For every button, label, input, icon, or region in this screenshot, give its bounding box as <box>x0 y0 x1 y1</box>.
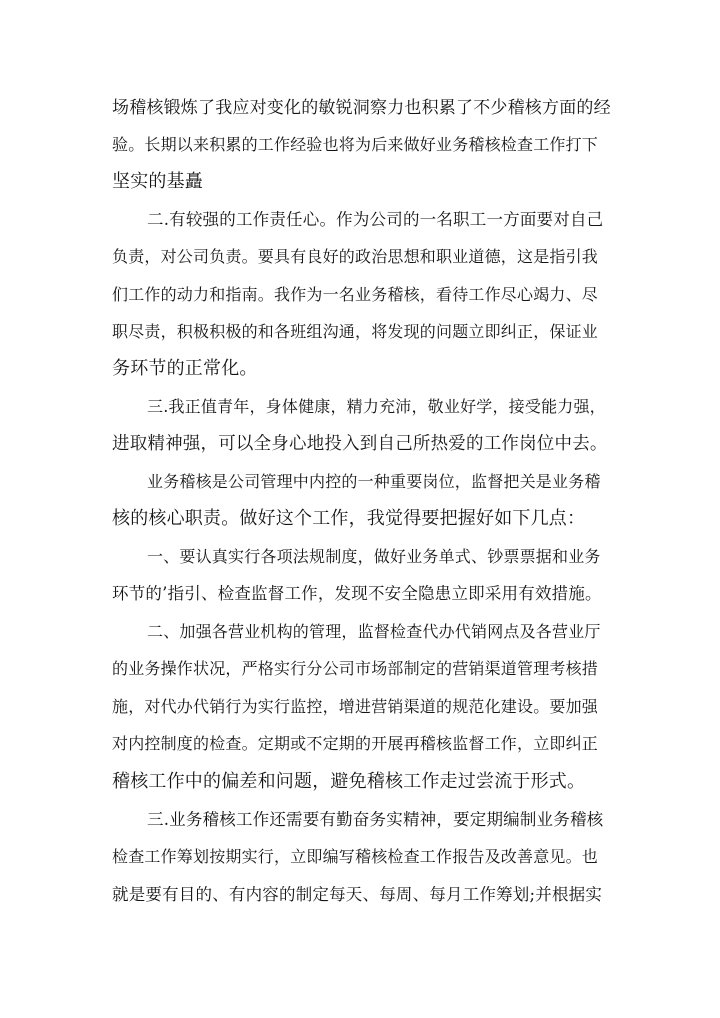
paragraph-3-line-2: 进取精神强，可以全身心地投入到自己所热爱的工作岗位中去。 <box>112 434 608 454</box>
paragraph-7-line-1: 三.业务稽核工作还需要有勤奋务实精神，要定期编制业务稽核 <box>147 810 604 829</box>
paragraph-7-line-3: 就是要有目的、有内容的制定每天、每周、每月工作筹划;并根据实 <box>112 885 603 904</box>
paragraph-2-line-3: 们工作的动力和指南。我作为一名业务稽核，看待工作尽心竭力、尽 <box>112 285 599 304</box>
paragraph-6-line-3: 施，对代办代销行为实行监控，增进营销渠道的规范化建设。要加强 <box>112 697 599 716</box>
paragraph-3-line-1: 三.我正值青年，身体健康，精力充沛，敬业好学，接受能力强， <box>147 397 606 416</box>
paragraph-2-line-5: 务环节的正常化。 <box>112 358 258 379</box>
paragraph-6-line-1: 二、加强各营业机构的管理，监督检查代办代销网点及各营业厅 <box>147 622 601 641</box>
paragraph-4-line-1: 业务稽核是公司管理中内控的一种重要岗位，监督把关是业务稽 <box>147 472 601 491</box>
paragraph-6-line-4: 对内控制度的检查。定期或不定期的开展再稽核监督工作，立即纠正 <box>112 734 599 753</box>
paragraph-2-line-4: 职尽责，积极积极的和各班组沟通，将发现的问题立即纠正，保证业 <box>112 322 599 341</box>
paragraph-1-line-2: 验。长期以来积累的工作经验也将为后来做好业务稽核检查工作打下 <box>112 135 599 154</box>
paragraph-2-line-2: 负责，对公司负责。要具有良好的政治思想和职业道德，这是指引我 <box>112 247 599 266</box>
paragraph-5-line-2: 环节的’指引、检查监督工作，发现不安全隐患立即采用有效措施。 <box>112 584 602 603</box>
paragraph-1-line-1: 场稽核锻炼了我应对变化的敏锐洞察力也积累了不少稽核方面的经 <box>112 98 611 118</box>
paragraph-1-line-3: 坚实的基矗 <box>112 171 203 192</box>
paragraph-4-line-2: 核的核心职责。做好这个工作，我觉得要把握好如下几点： <box>112 508 586 529</box>
paragraph-6-line-5: 稽核工作中的偏差和问题，避免稽核工作走过尝流于形式。 <box>112 771 586 792</box>
paragraph-5-line-1: 一、要认真实行各项法规制度，做好业务单式、钞票票据和业务 <box>147 547 601 566</box>
paragraph-7-line-2: 检查工作筹划按期实行，立即编写稽核检查工作报告及改善意见。也 <box>112 847 599 866</box>
paragraph-6-line-2: 的业务操作状况，严格实行分公司市场部制定的营销渠道管理考核措 <box>112 659 599 678</box>
paragraph-2-line-1: 二.有较强的工作责任心。作为公司的一名职工一方面要对自己 <box>147 210 604 229</box>
